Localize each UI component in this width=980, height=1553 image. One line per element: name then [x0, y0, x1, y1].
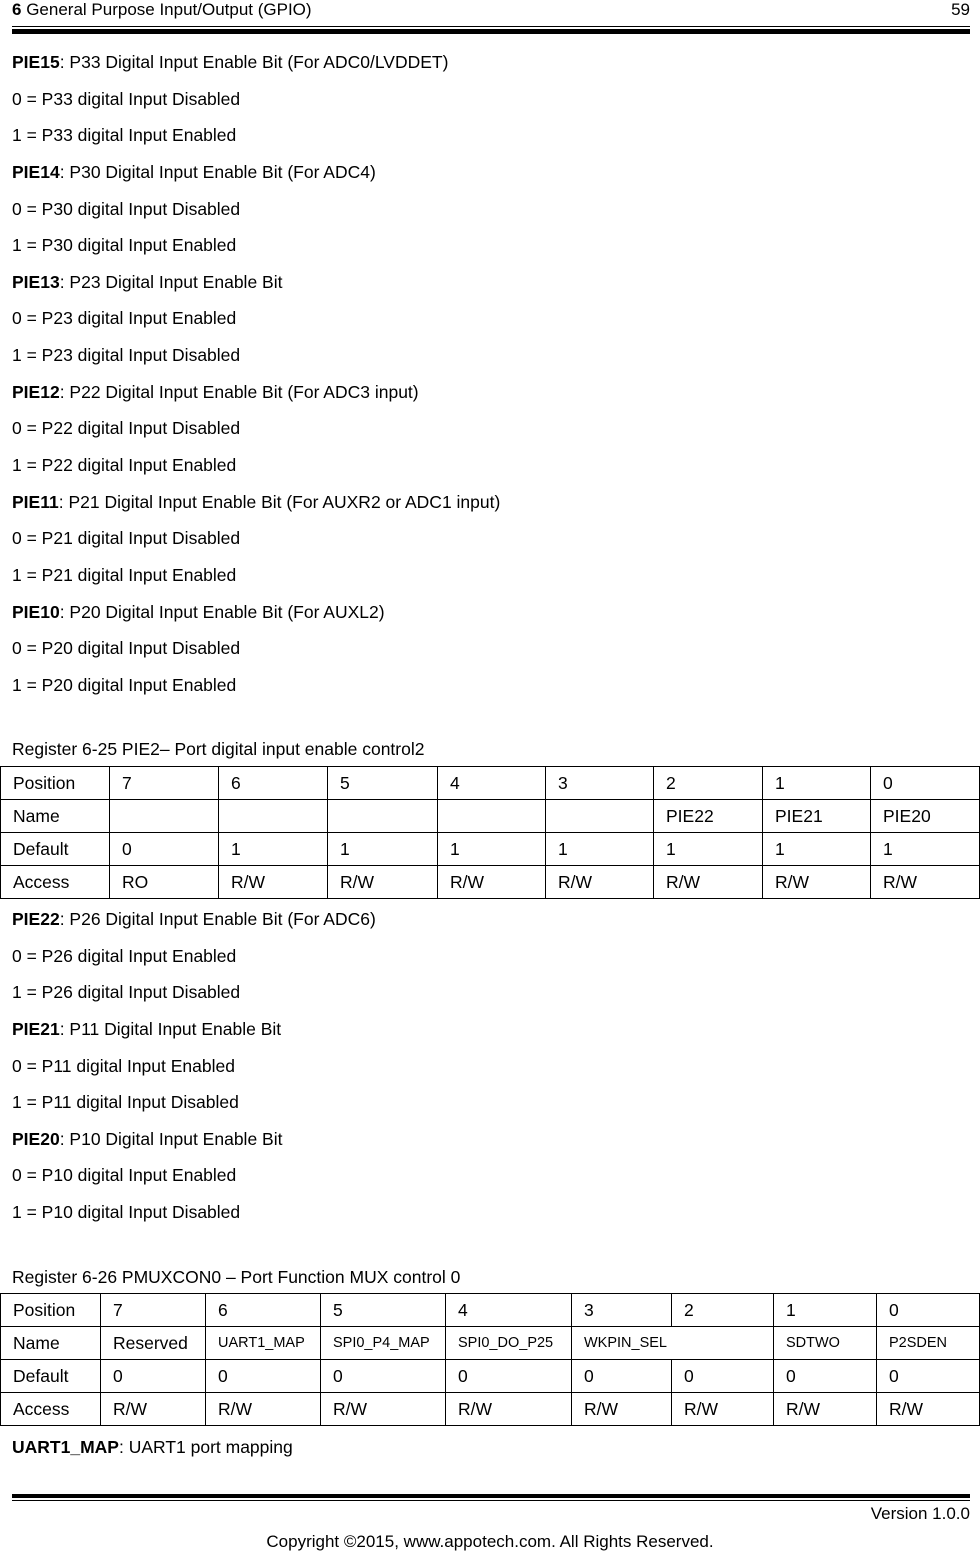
- paragraph-text: : P10 Digital Input Enable Bit: [59, 1128, 283, 1149]
- page-number: 59: [951, 0, 970, 19]
- table-cell: 7: [110, 767, 219, 800]
- bit-label: PIE10: [12, 601, 60, 622]
- table-cell: 0: [101, 1360, 206, 1393]
- paragraph: [12, 557, 970, 594]
- paragraph-text: : UART1 port mapping: [118, 1437, 293, 1457]
- paragraph-text: : P21 Digital Input Enable Bit (For AUXR2 or ADC1 input): [58, 491, 501, 512]
- table-cell: PIE20: [871, 800, 980, 833]
- chapter-number: 6: [12, 0, 22, 19]
- table-cell: WKPIN_SEL: [572, 1327, 774, 1360]
- table-cell: 0: [774, 1360, 877, 1393]
- paragraph-text: 0 = P11 digital Input Enabled: [12, 1055, 235, 1076]
- table-cell: 1: [328, 833, 438, 866]
- table-cell: 0: [206, 1360, 321, 1393]
- table-cell: Position: [1, 767, 110, 800]
- page-header: [12, 0, 970, 22]
- table-cell: RO: [110, 866, 219, 899]
- paragraph: [12, 974, 970, 1011]
- pie1-bit-descriptions: [12, 44, 970, 704]
- register-pie2-table: [0, 766, 980, 899]
- paragraph: [12, 374, 970, 411]
- table-cell: R/W: [763, 866, 871, 899]
- table-cell: Default: [1, 1360, 101, 1393]
- table-cell: Access: [1, 866, 110, 899]
- table-cell: SDTWO: [774, 1327, 877, 1360]
- paragraph: [12, 901, 970, 938]
- table-cell: SPI0_P4_MAP: [321, 1327, 446, 1360]
- table-cell: 0: [572, 1360, 672, 1393]
- table-cell: [328, 800, 438, 833]
- paragraph: [12, 337, 970, 374]
- table-cell: R/W: [446, 1393, 572, 1426]
- table-row: [1, 1393, 980, 1426]
- table-cell: 0: [871, 767, 980, 800]
- table-cell: [546, 800, 654, 833]
- table-cell: 1: [546, 833, 654, 866]
- table-cell: 1: [763, 767, 871, 800]
- table-cell: R/W: [206, 1393, 321, 1426]
- paragraph-text: 1 = P26 digital Input Disabled: [12, 982, 241, 1003]
- paragraph-text: 0 = P30 digital Input Disabled: [12, 198, 241, 219]
- paragraph: [12, 44, 970, 81]
- table-cell: R/W: [654, 866, 763, 899]
- table-cell: R/W: [438, 866, 546, 899]
- paragraph-text: : P23 Digital Input Enable Bit: [59, 271, 283, 292]
- paragraph: [12, 1048, 970, 1085]
- table-cell: 6: [206, 1294, 321, 1327]
- pie2-bit-descriptions: [12, 901, 970, 1231]
- paragraph-text: 1 = P30 digital Input Enabled: [12, 235, 237, 256]
- table-cell: 2: [672, 1294, 774, 1327]
- table-cell: R/W: [672, 1393, 774, 1426]
- table-cell: 6: [219, 767, 328, 800]
- paragraph-text: 0 = P23 digital Input Enabled: [12, 308, 237, 329]
- table-cell: R/W: [101, 1393, 206, 1426]
- bit-label: PIE20: [12, 1128, 60, 1149]
- table-row: [1, 1327, 980, 1360]
- register-pmuxcon0-table: [0, 1293, 980, 1426]
- table-cell: UART1_MAP: [206, 1327, 321, 1360]
- table-cell: 1: [763, 833, 871, 866]
- table-cell: Default: [1, 833, 110, 866]
- paragraph: [12, 1429, 970, 1466]
- footer-rule-thin: [12, 1500, 970, 1501]
- paragraph-text: 1 = P23 digital Input Disabled: [12, 345, 241, 366]
- header-rule-thick: [12, 29, 970, 34]
- table-cell: PIE21: [763, 800, 871, 833]
- table-cell: R/W: [572, 1393, 672, 1426]
- table-cell: 1: [871, 833, 980, 866]
- paragraph: [12, 1121, 970, 1158]
- table-cell: 0: [877, 1360, 980, 1393]
- paragraph: [12, 1157, 970, 1194]
- register-caption: Register 6-26 PMUXCON0 – Port Function MUX control 0: [12, 1267, 461, 1287]
- paragraph: [12, 520, 970, 557]
- table-cell: 1: [219, 833, 328, 866]
- paragraph: [12, 410, 970, 447]
- paragraph: [12, 484, 970, 521]
- paragraph: [12, 1011, 970, 1048]
- bit-label: UART1_MAP: [12, 1437, 119, 1457]
- footer-rule-thick: [12, 1494, 970, 1498]
- paragraph: [12, 191, 970, 228]
- bit-label: PIE22: [12, 909, 60, 929]
- table-cell: 0: [446, 1360, 572, 1393]
- table-row: [1, 767, 980, 800]
- chapter-title: [12, 0, 312, 20]
- paragraph: [12, 81, 970, 118]
- bit-label: PIE13: [12, 271, 60, 292]
- table-row: [1, 866, 980, 899]
- paragraph-text: 0 = P22 digital Input Disabled: [12, 418, 241, 439]
- table-cell: 0: [110, 833, 219, 866]
- table-cell: 0: [321, 1360, 446, 1393]
- paragraph: [12, 264, 970, 301]
- bit-label: PIE21: [12, 1018, 60, 1039]
- table-row: [1, 1294, 980, 1327]
- table-cell: R/W: [871, 866, 980, 899]
- table-cell: SPI0_DO_P25: [446, 1327, 572, 1360]
- paragraph: [12, 630, 970, 667]
- table-cell: R/W: [877, 1393, 980, 1426]
- table-cell: [110, 800, 219, 833]
- paragraph: [12, 300, 970, 337]
- bit-label: PIE12: [12, 381, 60, 402]
- uart1-map-description: [12, 1429, 970, 1466]
- paragraph: [12, 117, 970, 154]
- paragraph-text: 1 = P11 digital Input Disabled: [12, 1092, 239, 1113]
- table-cell: Position: [1, 1294, 101, 1327]
- table-cell: Name: [1, 800, 110, 833]
- paragraph-text: 1 = P21 digital Input Enabled: [12, 564, 237, 585]
- table-row: [1, 833, 980, 866]
- table-cell: [438, 800, 546, 833]
- paragraph: [12, 447, 970, 484]
- table-cell: 7: [101, 1294, 206, 1327]
- paragraph-text: 1 = P33 digital Input Enabled: [12, 125, 237, 146]
- paragraph-text: 0 = P10 digital Input Enabled: [12, 1165, 237, 1186]
- paragraph-text: 0 = P20 digital Input Disabled: [12, 638, 241, 659]
- table-row: [1, 800, 980, 833]
- footer-copyright: Copyright ©2015, www.appotech.com. All Rights Reserved.: [266, 1532, 714, 1551]
- paragraph-text: 0 = P26 digital Input Enabled: [12, 945, 237, 966]
- chapter-title-text: General Purpose Input/Output (GPIO): [26, 0, 312, 19]
- register-caption: Register 6-25 PIE2– Port digital input enable control2: [12, 739, 425, 759]
- table-cell: Name: [1, 1327, 101, 1360]
- paragraph: [12, 1084, 970, 1121]
- table-cell: 3: [546, 767, 654, 800]
- footer-version: Version 1.0.0: [870, 1504, 970, 1523]
- table-row: [1, 1360, 980, 1393]
- bit-label: PIE14: [12, 161, 60, 182]
- table-cell: R/W: [219, 866, 328, 899]
- paragraph-text: 1 = P22 digital Input Enabled: [12, 455, 237, 476]
- bit-label: PIE15: [12, 52, 60, 72]
- paragraph-text: : P30 Digital Input Enable Bit (For ADC4): [59, 161, 376, 182]
- paragraph-text: : P22 Digital Input Enable Bit (For ADC3 input): [59, 381, 419, 402]
- table-cell: Access: [1, 1393, 101, 1426]
- table-cell: Reserved: [101, 1327, 206, 1360]
- paragraph: [12, 154, 970, 191]
- paragraph-text: : P20 Digital Input Enable Bit (For AUXL2): [59, 601, 385, 622]
- paragraph: [12, 667, 970, 704]
- table-cell: 4: [438, 767, 546, 800]
- paragraph-text: 0 = P33 digital Input Disabled: [12, 88, 241, 109]
- table-cell: 4: [446, 1294, 572, 1327]
- table-cell: 2: [654, 767, 763, 800]
- table-cell: 1: [774, 1294, 877, 1327]
- paragraph: [12, 594, 970, 631]
- table-cell: PIE22: [654, 800, 763, 833]
- table-cell: 0: [877, 1294, 980, 1327]
- table-cell: 3: [572, 1294, 672, 1327]
- table-cell: R/W: [546, 866, 654, 899]
- paragraph-text: : P26 Digital Input Enable Bit (For ADC6): [59, 909, 376, 929]
- table-cell: R/W: [774, 1393, 877, 1426]
- table-cell: 1: [654, 833, 763, 866]
- table-cell: 5: [321, 1294, 446, 1327]
- paragraph-text: 0 = P21 digital Input Disabled: [12, 528, 241, 549]
- table-cell: 0: [672, 1360, 774, 1393]
- table-cell: 1: [438, 833, 546, 866]
- bit-label: PIE11: [12, 491, 59, 512]
- paragraph-text: : P11 Digital Input Enable Bit: [59, 1018, 282, 1039]
- table-cell: 5: [328, 767, 438, 800]
- table-cell: P2SDEN: [877, 1327, 980, 1360]
- paragraph: [12, 938, 970, 975]
- table-cell: R/W: [321, 1393, 446, 1426]
- table-cell: R/W: [328, 866, 438, 899]
- paragraph-text: 1 = P20 digital Input Enabled: [12, 674, 237, 695]
- paragraph: [12, 1194, 970, 1231]
- paragraph-text: : P33 Digital Input Enable Bit (For ADC0/LVDDET): [59, 52, 449, 72]
- paragraph-text: 1 = P10 digital Input Disabled: [12, 1202, 241, 1223]
- table-cell: [219, 800, 328, 833]
- header-rule-thin: [12, 26, 970, 27]
- paragraph: [12, 227, 970, 264]
